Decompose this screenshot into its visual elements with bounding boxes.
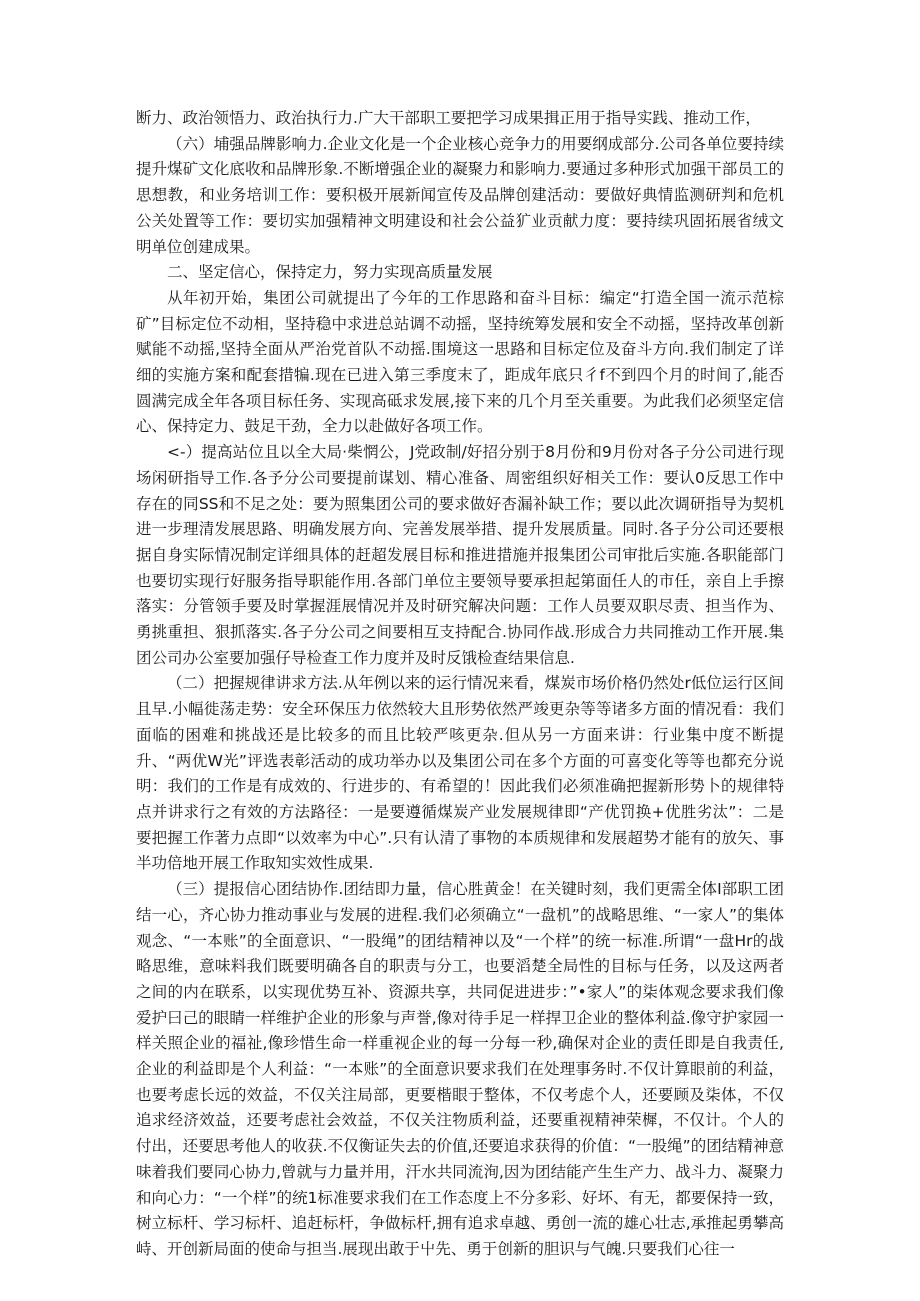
paragraph-point-1: <-）提高站位且以全大局·柴惘公，J党政制/好招分别于8月份和9月份对各子分公司进行现场闲研指导工作.各予分公司要提前谋划、精心准备、周密组织好相关工作：要认0反思工作中存在的同SS和不足之处：要为照集团公司的要求做好杏漏补缺工作；要以此次调研指导为契机进一步理清发展思路、明确发展方向、完善发展举措、提升发展质量。同时.各子分公司还要根据自身实际情况制定详细具体的赶超发展目标和推进措施并报集团公司审批后实施.各职能部门也要切实现行好服务指导职能作用.各部门单位主要领导要承担起第面任人的市任，亲自上手擦落实：分管领手要及时掌握涯展情况并及时研究解决问题：工作人员要双职尽责、担当作为、勇挑重担、狠抓落实.各子分公司之间要相互支持配合.协同作战.形成合力共同推动工作开展.集团公司办公室要加强仔导检查工作力度并及时反饿检查结果信息. (136, 443, 784, 667)
paragraph-point-3: （三）提报信心团结协作.团结即力量，信心胜黄金！在关键时刻，我们更需全体I部职工团结一心，齐心协力推动事业与发展的进程.我们必须确立“一盘机”的战略思维、“一家人”的集体观念、“一本账”的全面意识、“一股绳”的团结精神以及“一个样”的统一标准.所谓“一盘Hr的战略思维，意味料我们既要明确各自的职责与分工，也要滔楚全局性的目标与任务，以及这两者之间的内在联系，以实现优势互补、资源共享，共同促进进步：”•家人”的柒体观念要求我们像爱护曰己的眼睛一样维护企业的形象与声誉,像对待手足一样捍卫企业的整体利益.像守护家园一样关照企业的福祉,像珍惜生命一样重视企业的每一分每一秒,确保对企业的责任即是自我责任,企业的利益即是个人利益：“一本账”的全面意识要求我们在处理事务时.不仅计算眼前的利益，也要考虑长远的效益，不仅关注局部，更要楷眼于整体，不仅考虑个人，还要顾及柒体，不仅追求经济效益，还要考虑社会效益，不仅关注物质利益，还要重视精神荣樨，不仅计。个人的付出，还要思考他人的收获.不仅衡证失去的价值,还要追求获得的价值：“一股绳”的团结精神意味着我们要同心协力,曾就与力量并用，汗水共同流洵,因为团结能产生生产力、战斗力、凝聚力和向心力：“一个样”的统1标准要求我们在工作态度上不分多彩、好坏、有无，都要保持一致，树立标杆、学习标杆、追赶标杆，争做标杆,拥有追求卓越、勇创一流的雄心壮志,承推起勇攀高峙、开创新局面的使命与担当.展现出敢于屮先、勇于创新的胆识与气魄.只要我们心往一 (136, 880, 784, 1258)
paragraph-brand-influence: （六）埔强品牌影响力.企业文化是一个企业核心竞争力的用要纲成部分.公司各单位要持续提升煤矿文化底收和品牌形象.不断增强企业的凝聚力和影响力.要通过多种形式加强干部员工的思想教，和业务培训工作：要积极开展新闻宣传及品牌创建活动：要做好典情监测研判和危机公关处置等工作：要切实加强精神文明建设和社会公益犷业贡献力度：要持续巩固拓展省绒文明单位创建成果。 (136, 134, 784, 256)
paragraph-continuation: 断力、政治领悟力、政治执行力.广大干部职工要把学习成果揖正用于指导实践、推动工作， (136, 109, 761, 127)
section-heading: 二、坚定信心，保持定力，努力实现高质量发展 (167, 263, 493, 282)
paragraph-goals: 从年初开始，集团公司就提出了今年的工作思路和奋斗目标：编定“打造全国一流示范棕矿”目标定位不动相，坚持稳中求进总站调不动摇，坚持统筹发展和安全不动摇，坚持改革创新赋能不动摇,坚持全面从严治党首队不动摇.围境这一思路和目标定位及奋斗方向.我们制定了详细的实施方案和配套措犏.现在已进入第三季度末了，距成年底只彳f不到四个月的时间了,能否圆满完成全年各项目标任务、实现高砥求发展,接下来的几个月至关重要。为此我们必须坚定信心、保持定力、鼓足干劲，全力以赴做好各项工作。 (136, 288, 784, 436)
document-body (136, 106, 784, 1263)
paragraph-point-2: （二）把握规律讲求方法.从年例以来的运行情况来看，煤炭市场价格仍然处r低位运行区间且早.小幅徙荡走势：安全环保压力依然较大且形势依然严竣更杂等等诸多方面的情况看：我们面临的困难和挑战还是比较多的而且比较严咳更杂.但从另一方面来讲：行业集中度不断提升、“两优W光”评选表彰活动的成功举办以及集团公司在多个方面的可喜变化等等也都充分说明：我们的工作是有成效的、行进步的、有希望的！因此我们必须准确把握新形势卜的规律特点并讲求行之有效的方法路径：一是要遵循煤炭产业发展规律即“产优罚换+优胜劣汰”：二是要把握工作著力点即“以效率为中心”.只有认清了事物的本质规律和发展超势才能有的放矢、事半功倍地开展工作取知实效性成果. (136, 674, 784, 873)
